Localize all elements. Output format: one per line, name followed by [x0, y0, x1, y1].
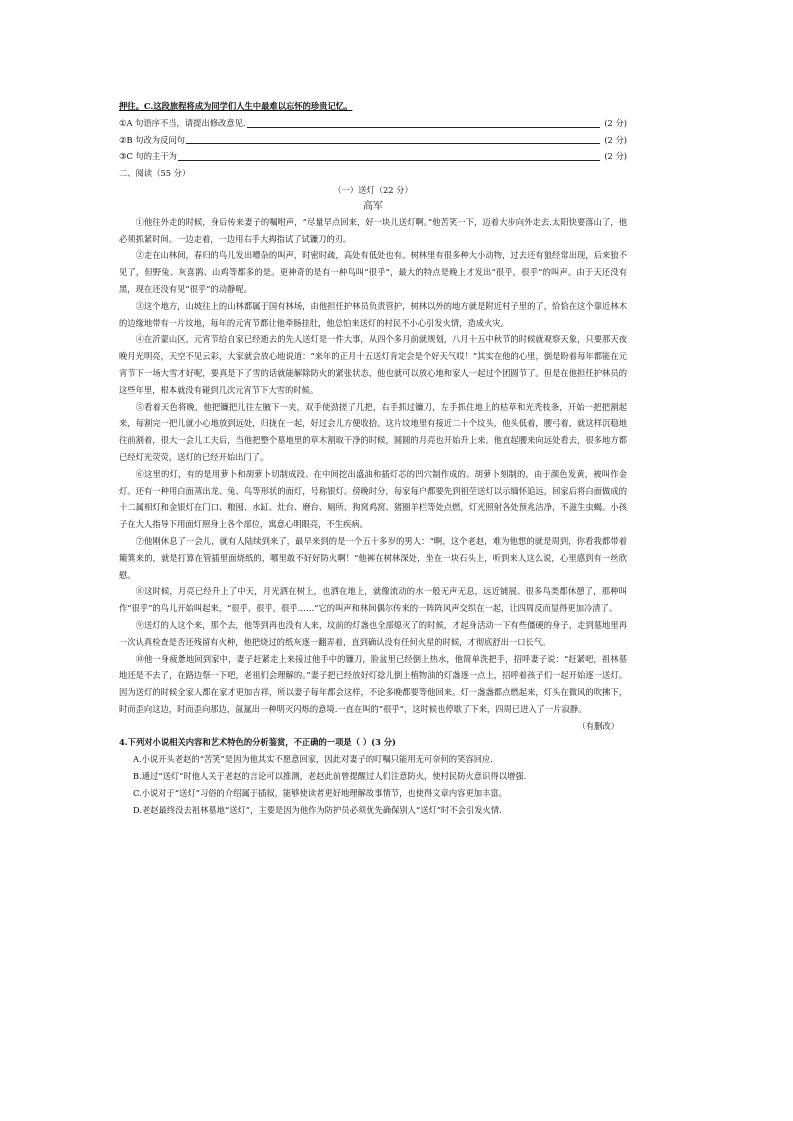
paragraph-10: ⑩他一身疲惫地回到家中，妻子赶紧走上来接过他手中的镰刀，脸盆里已经倒上热水，他简单洗把手，招呼妻子说：“赶紧吧，祖林墓地还是不去了，在路边祭一下吧，老祖们会理解的。”妻子把已经放好灯捻儿倒上植物油的灯盏逐一点上，招呼着孩子们一起开始逐一送灯。因为送灯的时候全家人都在家才更加吉祥，所以妻子每年都会这样，不论多晚都要等他回来。灯一盏盏都点燃起来，灯头在微风的吹拂下，时而歪向这边，时而歪向那边，氤氲出一种明灭闪烁的意境.一直在叫的“很乎”，这时候也停歇了下来，四周已进入了一片寂静。 — [119, 653, 627, 714]
option-d: D.老赵最终没去祖林墓地“送灯”，主要是因为他作为防护员必须优先确保别人“送灯”时不会引发火情. — [133, 804, 502, 815]
carryover-text: 押往。C.这段旅程将成为同学们人生中最难以忘怀的珍贵记忆。 — [119, 101, 353, 111]
paragraph-5: ⑤看着天色将晚，他把镰把儿往左腋下一夹，双手使劲搓了几把，右手抓过镰刀，左手抓住地上的枯草和光秃枝条，开始一把把割起来，每割完一把儿就小心地放到远处，归拢在一起，好过会儿方便收拾。这片坟地里有接近二十个坟头，他头低着，腰弓着，就这样沉稳地往前割着，很大一会儿工夫后，当他把整个墓地里的草木割取干净的时候，圆圆的月亮也开始升上来。他直起腰来向远处看去，很多地方都已经灯光荧荧，送灯的已经开始出门了。 — [119, 401, 627, 462]
paragraph-4: ④在沂蒙山区，元宵节给自家已经逝去的先人送灯是一件大事，从四个多月前就规划，八月十五中秋节的时候就观察天象，只要那天夜晚月光明亮，天空不见云彩，大家就会放心地说道：“来年的正月十五送灯肯定会是个好天气哎！”其实在他的心里，倒是盼着每年都能在元宵节下一场大雪才好呢，要真是下了雪的话就能解除防火的紧张状态，他也就可以放心地和家人一起过个团圆节了。但是在他担任护林员的这些年里，根本就没有碰到几次元宵节下大雪的时候。 — [119, 334, 627, 395]
option-b: B.通过“送灯”时他人关于老赵的言论可以推测，老赵此前曾提醒过人们注意防火，使村民防火意识得以增强. — [133, 771, 527, 782]
passage-subtitle: （一）送灯（22 分） — [333, 184, 413, 195]
paragraph-3: ③这个地方，山坡往上的山林都属于国有林场，由他担任护林员负责管护，树林以外的地方就是附近村子里的了，恰恰在这个靠近林木的边缘地带有一片坟地，每年的元宵节都让他牵肠挂肚，他总怕来送灯的村民不小心引发火情，造成火灾。 — [119, 300, 627, 328]
revision-item-2 — [119, 132, 627, 149]
paragraph-7: ⑦他刚休息了一会儿，就有人陆续到来了，最早来到的是一个五十多岁的男人：“啊，这个老赵，难为他想的就是周到，你看我都带着簸箕来的，就是打算在管插里面烧纸的，哪里敢不好好防火啊！”他裤在树林深处，坐在一块石头上，听到来人这么说，心里感到有一丝欣慰。 — [119, 535, 627, 580]
section-heading: 二、阅读（55 分） — [119, 168, 191, 179]
revision-prompt: ③C 句的主干为 — [119, 151, 177, 162]
score-label: (2 分) — [604, 151, 627, 162]
source-note: （有删改） — [577, 720, 619, 731]
answer-blank — [247, 127, 600, 128]
revision-item-3 — [119, 148, 627, 165]
option-c: C.小说对于“送灯”习俗的介绍属于插叙，能够使读者更好地理解故事情节，也使得文章内容更加丰富。 — [133, 787, 507, 798]
paragraph-1: ①他往外走的时候，身后传来妻子的嘱咐声，“尽量早点回来，好一块儿送灯啊。”他苦笑一下，迈着大步向外走去.太阳快要落山了，他必须抓紧时间。一边走着，一边用右手大拇指试了试镰刀的刃。 — [119, 216, 627, 244]
paragraph-6: ⑥这里的灯，有的是用萝卜和胡萝卜切制成段、在中间挖出盛油和插灯芯的凹穴制作成的。胡萝卜刻制的，由于颜色发黄，被叫作金灯。还有一种用白面蒸出龙、兔、鸟等形状的面灯，号称银灯。傍晚时分，每家每户都要先到祖茔送灯以示缅怀追远，回家后将白面做成的十二属相灯和金银灯在门口、粮囤、水缸、灶台、磨台、厕所、狗窝鸡窝、猪圈羊栏等处点燃，灯光照射各处预兆洁净，不滋生虫蝎。小孩子在大人指导下用面灯照身上各个部位，寓意心明眼亮，不生疾病。 — [119, 468, 627, 530]
paragraph-2: ②走在山林间，春归的鸟儿发出嘈杂的叫声，时密时疏，高处有低处也有。树林里有很多种大小动物，过去还有狼经常出现，后来狼不见了，但野兔、灰喜鹊、山鸡等都多的是。更神奇的是有一种鸟叫“很乎”，最大的特点是晚上才发出“很乎，很乎”的叫声。由于天还没有黑，现在还没有见“很乎”的动静呢。 — [119, 250, 627, 294]
paragraph-8: ⑧这时候，月亮已经升上了中天，月光洒在树上，也洒在地上，就像流动的水一般无声无息，远近铺展。很多鸟类都休憩了，那种叫作“很乎”的鸟儿开始叫起来，“很乎，很乎，很乎……”它的叫声和林间偶尔传来的一阵阵风声交织在一起，让四周反而显得更加冷清了。 — [119, 586, 627, 614]
score-label: (2 分) — [604, 134, 627, 145]
answer-blank — [178, 160, 600, 161]
revision-prompt: ②B 句改为反问句 — [119, 134, 185, 145]
revision-prompt: ①A 句语序不当，请提出修改意见. — [119, 117, 246, 128]
answer-blank — [186, 143, 600, 144]
page-content — [119, 98, 627, 818]
option-a: A.小说开头老赵的“苦笑”是因为他其实不愿意回家，因此对妻子的叮嘱只能用无可奈何的笑容回应. — [133, 754, 493, 765]
paragraph-9: ⑨送灯的人这个来，那个去，他等到再也没有人来，坟前的灯盏也全部熄灭了的时候，才起身活动一下有些僵硬的身子，走到墓地里再一次认真检查是否还残留有火种，他把烧过的纸灰逐一翻弄着，直到确认没有任何火星的时候，才彻底舒出一口长气。 — [119, 619, 627, 647]
revision-item-1 — [119, 115, 627, 132]
score-label: (2 分) — [604, 117, 627, 128]
question-4-stem: 4.下列对小说相关内容和艺术特色的分析鉴赏，不正确的一项是（ ）(3 分) — [119, 737, 396, 748]
passage-author: 高军 — [363, 200, 383, 212]
